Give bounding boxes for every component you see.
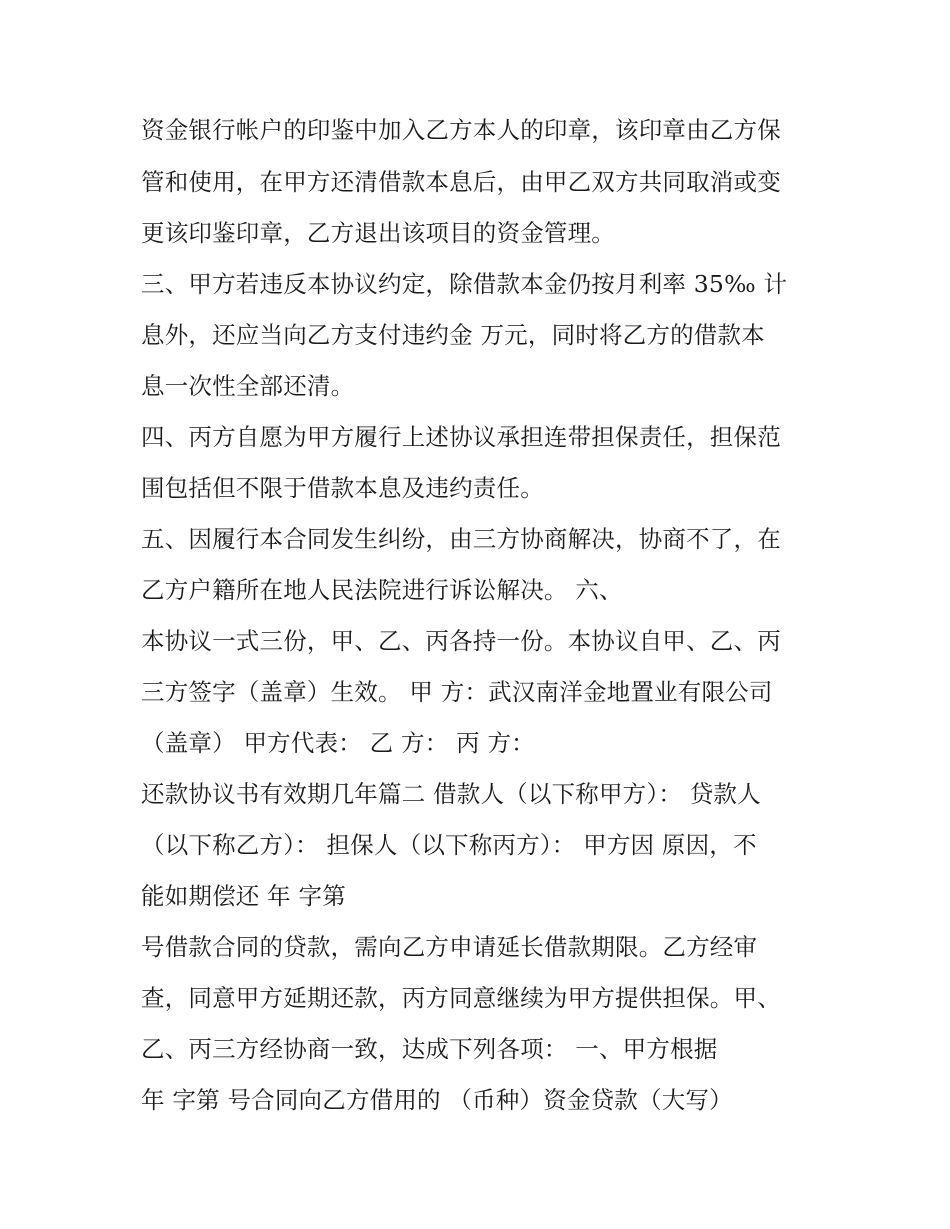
text-line: 息外，还应当向乙方支付违约金 万元，同时将乙方的借款本 <box>141 321 765 349</box>
text-line: 能如期偿还 年 字第 <box>141 882 346 910</box>
text-line: 号借款合同的贷款，需向乙方申请延长借款期限。乙方经审 <box>141 933 758 961</box>
text-line: 更该印鉴印章，乙方退出该项目的资金管理。 <box>141 219 615 247</box>
text-line: 乙、丙三方经协商一致，达成下列各项： 一、甲方根据 <box>141 1035 718 1063</box>
text-line: 本协议一式三份，甲、乙、丙各持一份。本协议自甲、乙、丙 <box>141 627 781 655</box>
text-line: 三方签字（盖章）生效。 甲 方：武汉南洋金地置业有限公司 <box>141 678 773 706</box>
text-line: （盖章） 甲方代表： 乙 方： 丙 方： <box>141 729 535 757</box>
text-line: 管和使用，在甲方还清借款本息后，由甲乙双方共同取消或变 <box>141 168 781 196</box>
text-line: 息一次性全部还清。 <box>141 372 355 400</box>
text-line: 五、因履行本合同发生纠纷，由三方协商解决，协商不了，在 <box>141 525 781 553</box>
text-line: 围包括但不限于借款本息及违约责任。 <box>141 474 544 502</box>
text-line: 查，同意甲方延期还款，丙方同意继续为甲方提供担保。甲、 <box>141 984 781 1012</box>
text-line: 还款协议书有效期几年篇二 借款人（以下称甲方）： 贷款人 <box>141 780 761 808</box>
text-line: 资金银行帐户的印鉴中加入乙方本人的印章，该印章由乙方保 <box>141 116 781 144</box>
text-line: 年 字第 号合同向乙方借用的 （币种）资金贷款（大写） <box>141 1086 733 1114</box>
text-line: 四、丙方自愿为甲方履行上述协议承担连带担保责任，担保范 <box>141 423 781 451</box>
text-line: （以下称乙方）： 担保人（以下称丙方）： 甲方因 原因，不 <box>141 831 757 859</box>
text-line: 三、甲方若违反本协议约定，除借款本金仍按月利率 35‰ 计 <box>141 270 788 298</box>
text-line: 乙方户籍所在地人民法院进行诉讼解决。 六、 <box>141 576 623 604</box>
